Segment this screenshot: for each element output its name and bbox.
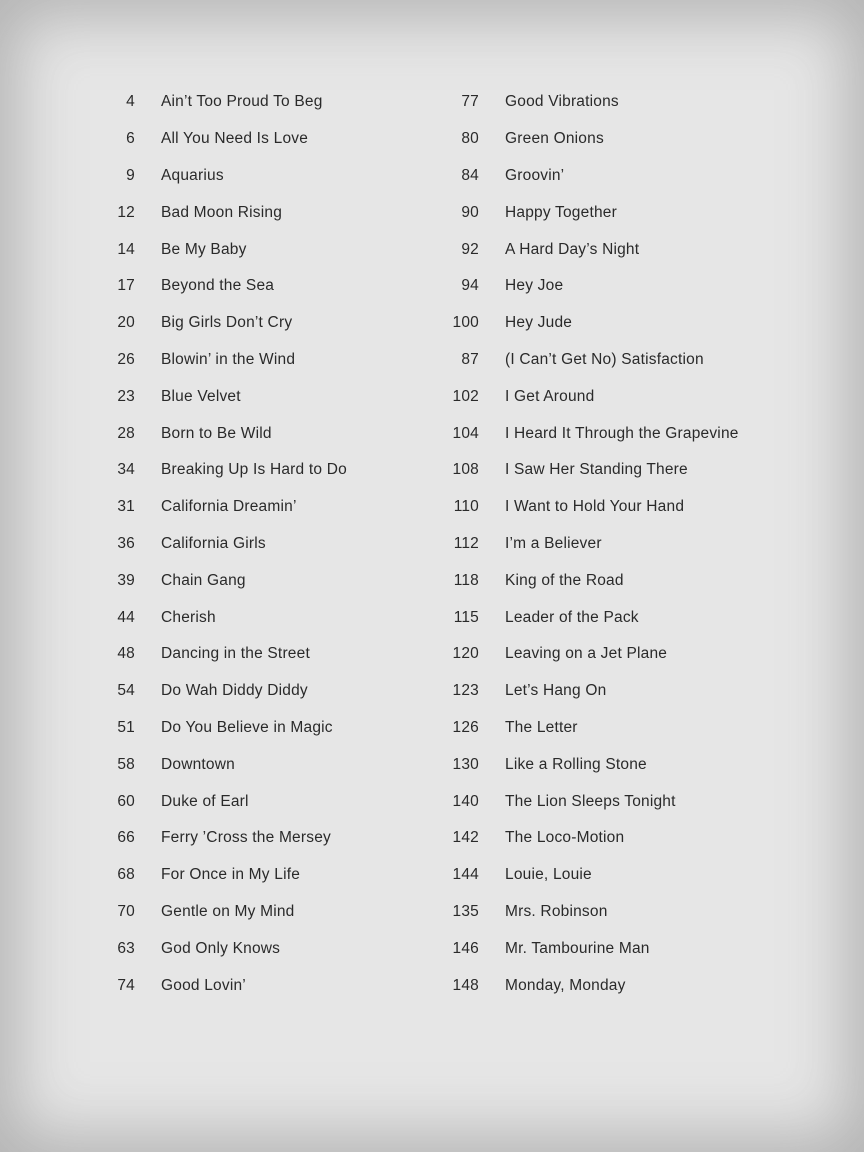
toc-page-number: 12 xyxy=(117,203,135,221)
toc-entry xyxy=(440,783,800,820)
toc-song-title: Beyond the Sea xyxy=(161,277,275,295)
toc-entry xyxy=(100,894,420,931)
toc-page-number: 140 xyxy=(452,792,479,810)
toc-page-number: 44 xyxy=(117,608,135,626)
toc-page-number: 26 xyxy=(117,350,135,368)
toc-entry xyxy=(440,415,800,452)
toc-song-title: Ain’t Too Proud To Beg xyxy=(161,93,323,111)
toc-page-number: 54 xyxy=(117,682,135,700)
toc-song-title: All You Need Is Love xyxy=(161,130,309,148)
toc-song-title: Be My Baby xyxy=(161,240,247,258)
toc-page-number: 20 xyxy=(117,314,135,332)
toc-page-number: 148 xyxy=(452,976,479,994)
toc-entry xyxy=(440,710,800,747)
toc-entry xyxy=(100,194,420,231)
toc-song-title: Downtown xyxy=(161,755,235,773)
toc-page-number: 123 xyxy=(452,682,479,700)
toc-page-number: 34 xyxy=(117,461,135,479)
toc-song-title: I Get Around xyxy=(505,387,595,405)
toc-entry xyxy=(100,820,420,857)
toc-page-number: 63 xyxy=(117,939,135,957)
toc-entry xyxy=(100,636,420,673)
toc-song-title: Louie, Louie xyxy=(505,866,592,884)
toc-entry xyxy=(100,710,420,747)
toc-page-number: 130 xyxy=(452,755,479,773)
toc-entry xyxy=(440,452,800,489)
toc-entry xyxy=(440,84,800,121)
toc-page-number: 51 xyxy=(117,718,135,736)
toc-entry xyxy=(440,378,800,415)
toc-song-title: Breaking Up Is Hard to Do xyxy=(161,461,347,479)
toc-entry xyxy=(440,194,800,231)
toc-song-title: Happy Together xyxy=(505,203,617,221)
toc-entry xyxy=(100,305,420,342)
toc-entry xyxy=(440,746,800,783)
toc-entry xyxy=(100,783,420,820)
toc-page-number: 60 xyxy=(117,792,135,810)
toc-entry xyxy=(100,84,420,121)
toc-entry xyxy=(100,562,420,599)
toc-page-number: 6 xyxy=(126,130,135,148)
toc-right-column xyxy=(440,84,800,1004)
toc-entry xyxy=(440,305,800,342)
toc-song-title: California Girls xyxy=(161,534,266,552)
toc-page-number: 39 xyxy=(117,571,135,589)
toc-song-title: Mr. Tambourine Man xyxy=(505,939,650,957)
toc-entry xyxy=(100,599,420,636)
toc-song-title: Let’s Hang On xyxy=(505,682,607,700)
toc-page-number: 146 xyxy=(452,939,479,957)
toc-song-title: Big Girls Don’t Cry xyxy=(161,314,293,332)
toc-page-number: 70 xyxy=(117,902,135,920)
toc-song-title: God Only Knows xyxy=(161,939,281,957)
toc-page-number: 80 xyxy=(461,130,479,148)
toc-song-title: Born to Be Wild xyxy=(161,424,272,442)
toc-entry xyxy=(440,599,800,636)
toc-entry xyxy=(100,489,420,526)
toc-song-title: Groovin’ xyxy=(505,166,565,184)
toc-page-number: 142 xyxy=(452,829,479,847)
toc-page-number: 110 xyxy=(453,498,479,516)
toc-page-number: 144 xyxy=(452,866,479,884)
toc-entry xyxy=(100,746,420,783)
toc-page-number: 28 xyxy=(117,424,135,442)
toc-song-title: California Dreamin’ xyxy=(161,498,297,516)
toc-song-title: Aquarius xyxy=(161,166,224,184)
toc-entry xyxy=(440,967,800,1004)
toc-page-number: 112 xyxy=(453,534,479,552)
toc-page-number: 108 xyxy=(452,461,479,479)
toc-page-number: 118 xyxy=(453,571,479,589)
toc-song-title: The Lion Sleeps Tonight xyxy=(505,792,676,810)
toc-entry xyxy=(440,894,800,931)
toc-entry xyxy=(100,673,420,710)
toc-song-title: Leaving on a Jet Plane xyxy=(505,645,668,663)
toc-page-number: 4 xyxy=(126,93,135,111)
toc-entry xyxy=(440,526,800,563)
toc-song-title: Dancing in the Street xyxy=(161,645,310,663)
toc-page-number: 77 xyxy=(461,93,479,111)
toc-song-title: Leader of the Pack xyxy=(505,608,639,626)
toc-song-title: I Want to Hold Your Hand xyxy=(505,498,685,516)
toc-entry xyxy=(100,452,420,489)
toc-song-title: Bad Moon Rising xyxy=(161,203,283,221)
toc-page-number: 31 xyxy=(117,498,135,516)
toc-entry xyxy=(100,415,420,452)
toc-song-title: Hey Joe xyxy=(505,277,564,295)
toc-entry xyxy=(440,930,800,967)
toc-page-number: 9 xyxy=(126,166,135,184)
toc-page-number: 115 xyxy=(453,608,479,626)
toc-song-title: The Loco-Motion xyxy=(505,829,625,847)
toc-entry xyxy=(440,342,800,379)
toc-entry xyxy=(440,673,800,710)
toc-page-number: 120 xyxy=(452,645,479,663)
toc-entry xyxy=(100,342,420,379)
toc-entry xyxy=(100,930,420,967)
toc-song-title: Cherish xyxy=(161,608,216,626)
toc-entry xyxy=(100,526,420,563)
toc-page-number: 102 xyxy=(452,387,479,405)
toc-song-title: Blue Velvet xyxy=(161,387,241,405)
toc-page-number: 48 xyxy=(117,645,135,663)
toc-page-number: 92 xyxy=(461,240,479,258)
toc-page-number: 36 xyxy=(117,534,135,552)
toc-entry xyxy=(440,268,800,305)
toc-song-title: Like a Rolling Stone xyxy=(505,755,647,773)
toc-entry xyxy=(100,158,420,195)
toc-song-title: The Letter xyxy=(505,718,578,736)
toc-song-title: I Saw Her Standing There xyxy=(505,461,688,479)
toc-page-number: 100 xyxy=(452,314,479,332)
toc-page-number: 94 xyxy=(461,277,479,295)
toc-entry xyxy=(440,820,800,857)
toc-page-number: 90 xyxy=(461,203,479,221)
toc-entry xyxy=(100,231,420,268)
toc-page-number: 126 xyxy=(452,718,479,736)
toc-page-number: 135 xyxy=(452,902,479,920)
toc-entry xyxy=(440,857,800,894)
toc-entry xyxy=(100,121,420,158)
toc-entry xyxy=(100,967,420,1004)
toc-left-column xyxy=(100,84,420,1004)
toc-page-number: 23 xyxy=(117,387,135,405)
toc-entry xyxy=(100,268,420,305)
toc-song-title: Blowin’ in the Wind xyxy=(161,350,296,368)
toc-song-title: Mrs. Robinson xyxy=(505,902,608,920)
toc-song-title: Do Wah Diddy Diddy xyxy=(161,682,308,700)
toc-entry xyxy=(440,489,800,526)
toc-page-number: 104 xyxy=(452,424,479,442)
toc-entry xyxy=(440,231,800,268)
toc-page-number: 87 xyxy=(461,350,479,368)
toc-song-title: Do You Believe in Magic xyxy=(161,718,333,736)
toc-song-title: Hey Jude xyxy=(505,314,573,332)
toc-entry xyxy=(440,562,800,599)
toc-page-number: 14 xyxy=(117,240,135,258)
toc-song-title: King of the Road xyxy=(505,571,624,589)
toc-song-title: I Heard It Through the Grapevine xyxy=(505,424,739,442)
toc-song-title: Duke of Earl xyxy=(161,792,249,810)
toc-song-title: A Hard Day’s Night xyxy=(505,240,640,258)
toc-song-title: Chain Gang xyxy=(161,571,246,589)
toc-entry xyxy=(440,158,800,195)
toc-entry xyxy=(440,121,800,158)
toc-song-title: Good Lovin’ xyxy=(161,976,246,994)
toc-song-title: Ferry ’Cross the Mersey xyxy=(161,829,331,847)
toc-page-number: 17 xyxy=(117,277,135,295)
toc-song-title: I’m a Believer xyxy=(505,534,602,552)
toc-page-number: 74 xyxy=(117,976,135,994)
toc-song-title: For Once in My Life xyxy=(161,866,301,884)
toc-song-title: Gentle on My Mind xyxy=(161,902,295,920)
toc-song-title: Monday, Monday xyxy=(505,976,626,994)
toc-page-number: 66 xyxy=(117,829,135,847)
toc-song-title: Green Onions xyxy=(505,130,604,148)
toc-song-title: Good Vibrations xyxy=(505,93,619,111)
toc-entry xyxy=(440,636,800,673)
toc-song-title: (I Can’t Get No) Satisfaction xyxy=(505,350,704,368)
toc-page-number: 68 xyxy=(117,866,135,884)
toc-page-number: 58 xyxy=(117,755,135,773)
toc-entry xyxy=(100,378,420,415)
toc-page-number: 84 xyxy=(461,166,479,184)
toc-entry xyxy=(100,857,420,894)
